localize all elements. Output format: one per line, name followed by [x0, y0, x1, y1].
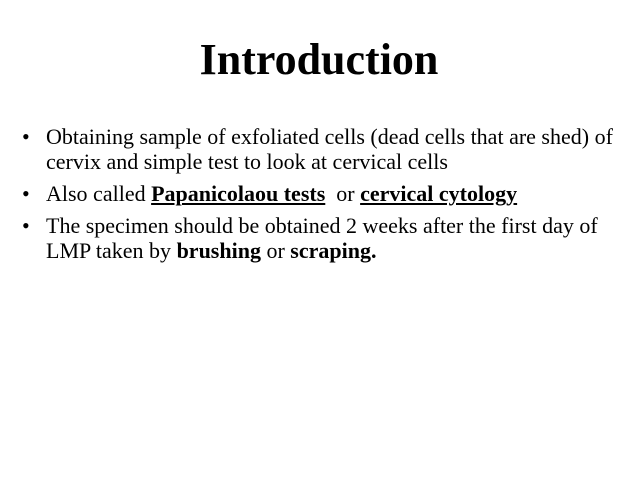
bullet-3-prefix: The specimen should be obtained 2 weeks after the first day of LMP taken by: [46, 213, 598, 263]
term-cervical-cytology: cervical cytology: [360, 181, 518, 206]
bullet-item-3: [22, 213, 622, 263]
slide-title: Introduction: [199, 35, 439, 84]
bullet-list: [22, 124, 622, 270]
bullet-2-middle: or: [325, 181, 361, 206]
bullet-1-text: Obtaining sample of exfoliated cells (dead cells that are shed) of cervix and simple test to look at cervical cells: [46, 124, 613, 174]
bullet-2-prefix: Also called: [46, 181, 152, 206]
bullet-dot-icon: •: [22, 213, 30, 238]
bullet-dot-icon: •: [22, 181, 30, 206]
bullet-dot-icon: •: [22, 124, 30, 149]
term-papanicolaou-tests: Papanicolaou tests: [151, 181, 326, 206]
bullet-item-2: [22, 181, 622, 206]
bullet-3-middle: or: [260, 238, 291, 263]
bullet-item-1: [22, 124, 622, 174]
term-scraping: scraping.: [290, 238, 377, 263]
term-brushing: brushing: [176, 238, 261, 263]
